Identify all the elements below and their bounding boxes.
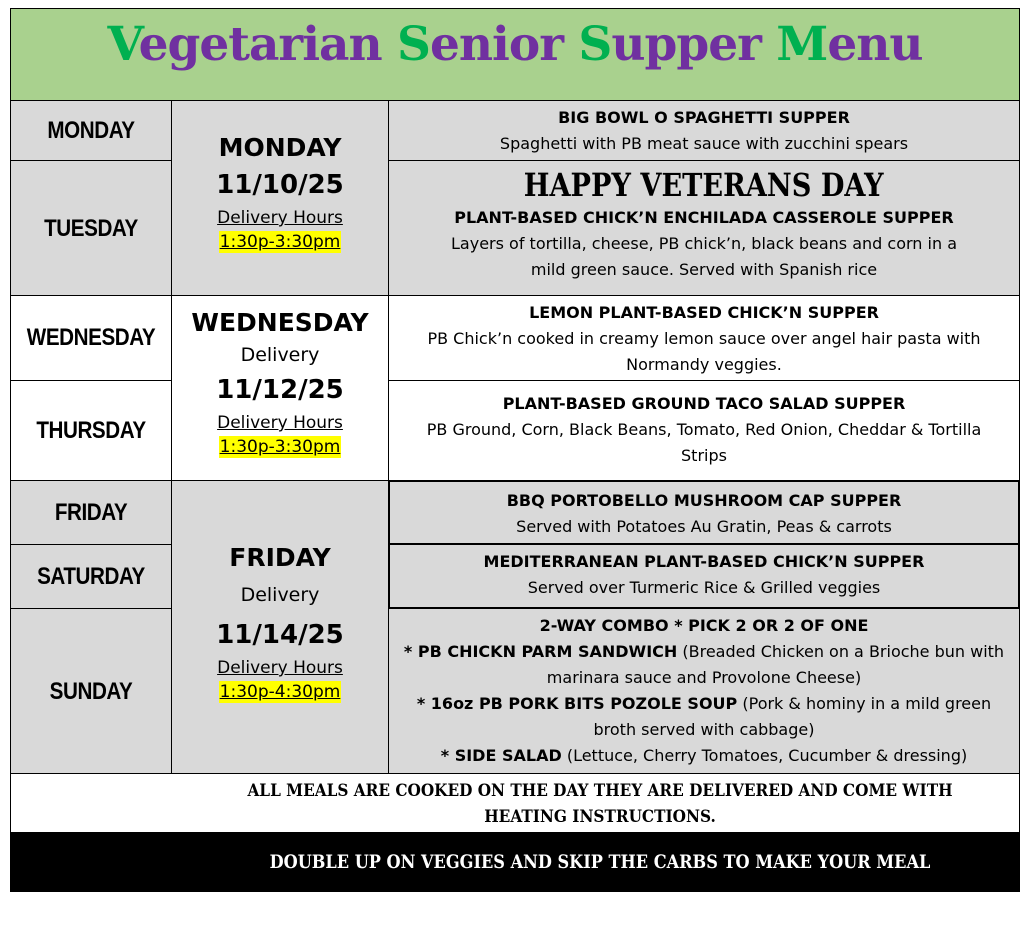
- combo-option-desc: broth served with cabbage): [593, 720, 815, 739]
- meal-monday: [389, 101, 1020, 161]
- meal-description: mild green sauce. Served with Spanish rice: [530, 260, 878, 279]
- delivery-hours-label: Delivery Hours: [217, 413, 343, 433]
- day-label-monday: MONDAY: [47, 116, 135, 144]
- day-cell-thursday: [10, 381, 172, 481]
- delivery-block-wednesday: [172, 295, 389, 481]
- combo-option-name: * SIDE SALAD: [440, 746, 562, 765]
- title-part: V: [107, 17, 139, 72]
- meal-description: Served with Potatoes Au Gratin, Peas & carrots: [516, 517, 892, 536]
- title-part: upper: [611, 17, 777, 72]
- day-label-friday: FRIDAY: [54, 498, 128, 526]
- combo-option-3: [441, 743, 967, 769]
- footer-banner: [10, 833, 1020, 932]
- combo-option-1: [404, 639, 1004, 665]
- meal-description: Layers of tortilla, cheese, PB chick’n, black beans and corn in a: [451, 234, 957, 253]
- meal-friday: [388, 480, 1020, 545]
- day-cell-sunday: [10, 609, 172, 774]
- title-part: M: [776, 17, 828, 72]
- combo-option-desc: (Pork & hominy in a mild green: [737, 694, 992, 713]
- title-part: S: [578, 17, 612, 72]
- meal-description: PB Chick’n cooked in creamy lemon sauce over angel hair pasta with: [427, 329, 981, 348]
- footer-banner-text: DOUBLE UP ON VEGGIES AND SKIP THE CARBS TO MAKE YOUR MEAL DIABETIC FRIENDLY: [269, 851, 931, 932]
- day-label-wednesday: WEDNESDAY: [26, 324, 156, 351]
- title-part: enior: [429, 17, 579, 72]
- combo-option-name: * 16oz PB PORK BITS POZOLE SOUP: [416, 694, 738, 713]
- day-cell-monday: [10, 101, 172, 161]
- footer-notes: [10, 773, 1020, 833]
- meal-title: BIG BOWL O SPAGHETTI SUPPER: [558, 108, 850, 127]
- meal-sunday: [389, 609, 1020, 774]
- meal-description: Served over Turmeric Rice & Grilled veggies: [527, 578, 881, 597]
- meal-wednesday: [389, 295, 1020, 381]
- delivery-label: Delivery: [240, 584, 320, 606]
- meal-title: PLANT-BASED CHICK’N ENCHILADA CASSEROLE SUPPER: [454, 208, 954, 227]
- combo-option-name: * PB CHICKN PARM SANDWICH: [403, 642, 678, 661]
- meal-title: BBQ PORTOBELLO MUSHROOM CAP SUPPER: [506, 491, 902, 510]
- delivery-label: Delivery: [240, 344, 320, 366]
- title-part: enu: [827, 17, 923, 72]
- day-label-saturday: SATURDAY: [37, 562, 145, 590]
- combo-option-desc: (Lettuce, Cherry Tomatoes, Cucumber & dressing): [561, 746, 968, 765]
- meal-title: PLANT-BASED GROUND TACO SALAD SUPPER: [502, 394, 906, 413]
- day-cell-wednesday: [10, 295, 172, 381]
- delivery-date: 11/10/25: [216, 170, 344, 200]
- meal-title: LEMON PLANT-BASED CHICK’N SUPPER: [529, 303, 879, 322]
- delivery-hours: 1:30p-4:30pm: [219, 682, 341, 702]
- menu-header: [10, 8, 1020, 101]
- menu-title: [11, 15, 1019, 75]
- title-part: S: [397, 17, 430, 72]
- day-cell-saturday: [10, 545, 172, 609]
- day-label-tuesday: TUESDAY: [44, 214, 138, 242]
- delivery-block-friday: [172, 480, 389, 774]
- delivery-hours: 1:30p-3:30pm: [219, 437, 341, 457]
- delivery-date: 11/14/25: [216, 620, 344, 650]
- delivery-hours-label: Delivery Hours: [217, 208, 343, 228]
- combo-option-desc: marinara sauce and Provolone Cheese): [546, 668, 862, 687]
- delivery-day: WEDNESDAY: [191, 308, 369, 337]
- meal-description: Normandy veggies.: [626, 355, 782, 374]
- meal-title: MEDITERRANEAN PLANT-BASED CHICK’N SUPPER: [483, 552, 925, 571]
- delivery-block-monday: [172, 101, 389, 296]
- meal-description: PB Ground, Corn, Black Beans, Tomato, Red Onion, Cheddar & Tortilla: [426, 420, 982, 439]
- meal-thursday: [389, 381, 1020, 481]
- combo-option-2: [417, 691, 991, 717]
- delivery-hours: 1:30p-3:30pm: [219, 232, 341, 252]
- day-cell-friday: [10, 480, 172, 545]
- title-part: egetarian: [138, 17, 398, 72]
- day-label-sunday: SUNDAY: [49, 677, 133, 705]
- meal-saturday: [388, 545, 1020, 609]
- delivery-hours-label: Delivery Hours: [217, 658, 343, 678]
- meal-description: Strips: [681, 446, 727, 465]
- holiday-banner: HAPPY VETERANS DAY: [524, 166, 884, 204]
- day-label-thursday: THURSDAY: [36, 417, 146, 444]
- delivery-day: MONDAY: [218, 133, 342, 162]
- meal-title: 2-WAY COMBO * PICK 2 OR 2 OF ONE: [539, 616, 869, 635]
- delivery-date: 11/12/25: [216, 375, 344, 405]
- day-cell-tuesday: [10, 161, 172, 296]
- footer-note-1: ALL MEALS ARE COOKED ON THE DAY THEY ARE DELIVERED AND COME WITH HEATING INSTRUCTIONS.: [247, 781, 953, 827]
- meal-tuesday: [389, 161, 1020, 296]
- delivery-day: FRIDAY: [229, 543, 331, 572]
- combo-option-desc: (Breaded Chicken on a Brioche bun with: [677, 642, 1005, 661]
- meal-description: Spaghetti with PB meat sauce with zucchini spears: [499, 134, 909, 153]
